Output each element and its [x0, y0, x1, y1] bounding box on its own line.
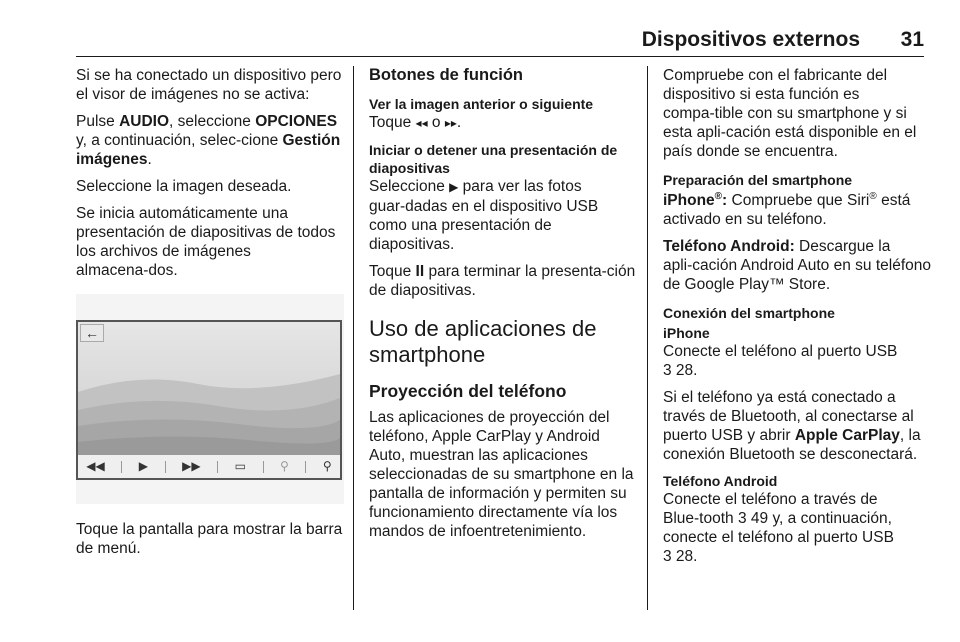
section-title-prep: Preparación del smartphone — [663, 172, 853, 188]
paragraph-select-image: Seleccione la imagen deseada. — [76, 178, 292, 195]
paragraph-slideshow: Se inicia automáticamente una presentación de diapositivas de todos los archivos de imágenes almacena‑dos. — [76, 205, 336, 279]
paragraph-iphone-prep — [663, 191, 931, 229]
play-icon[interactable]: ▶ — [138, 459, 149, 473]
page-ref-28-android: 3 28. — [663, 548, 698, 565]
text: Si el teléfono ya está conectado a través de Bluetooth, al conectarse al puerto USB y abrir — [663, 389, 914, 444]
text: para terminar la presenta‑ción de diapositivas. — [369, 263, 636, 299]
subsection-title-iphone: iPhone — [663, 325, 710, 341]
page-title: Dispositivos externos — [641, 28, 860, 51]
paragraph-check-manufacturer: Compruebe con el fabricante del dispositivo si esta función es compa‑tible con su smartphone y si esta apli‑cación está disponible en el país donde se encuentra. — [663, 67, 917, 160]
section-title-phone-projection: Proyección del teléfono — [369, 381, 567, 401]
registered-mark: ® — [714, 190, 723, 202]
separator — [121, 461, 122, 473]
image-viewer-screen — [76, 320, 342, 480]
text: . — [147, 151, 152, 168]
paragraph-android-connect: Conecte el teléfono a través de Blue‑tooth 3 49 y, a continuación, conecte el teléfono al puerto USB — [663, 491, 894, 546]
zoom-in-icon[interactable]: ⚲ — [322, 459, 332, 473]
paragraph-stop-slideshow — [369, 262, 637, 300]
text: o — [427, 114, 445, 131]
text: Descargue la apli‑cación Android Auto en su teléfono de Google Play™ Store. — [663, 238, 931, 293]
section-title-function-buttons: Botones de función — [369, 66, 523, 84]
paragraph-phone-projection: Las aplicaciones de proyección del teléfono, Apple CarPlay y Android Auto, muestran las aplicaciones seleccionadas de su smartphone en la pantalla de información y permiten su funcionamiento directamente vía los mandos de infoentretenimiento. — [369, 409, 634, 540]
text: para ver las fotos guar‑dadas en el dispositivo USB como una presentación de diapositivas. — [369, 178, 599, 253]
page-ref-28: 3 28. — [663, 362, 698, 379]
text: y, a continuación, selec‑cione — [76, 132, 283, 149]
zoom-out-icon[interactable]: ⚲ — [280, 459, 289, 473]
text: Toque — [369, 114, 416, 131]
android-label: Teléfono Android: — [663, 238, 795, 255]
chapter-title-smartphone-apps: Uso de aplicaciones de smartphone — [369, 316, 597, 367]
rewind-icon[interactable]: ◀◀ — [86, 459, 105, 473]
paragraph-instructions — [76, 112, 344, 169]
play-icon: ▶ — [449, 180, 459, 194]
arrow-left-icon[interactable]: ← — [80, 324, 104, 342]
separator — [305, 461, 306, 473]
text: Toque — [369, 263, 416, 280]
slideshow-icon[interactable]: ▭ — [234, 459, 246, 473]
fast-forward-icon[interactable]: ▶▶ — [182, 459, 201, 473]
paragraph-prev-next — [369, 113, 637, 133]
fast-forward-icon: ▸▸ — [444, 116, 457, 130]
text: , la conexión Bluetooth se desconectará. — [663, 427, 921, 463]
text: está activado en su teléfono. — [663, 192, 911, 228]
text: Pulse — [76, 113, 120, 130]
text: Seleccione — [369, 178, 450, 195]
column-divider-2 — [647, 66, 648, 610]
figure-caption: Toque la pantalla para mostrar la barra de menú. — [76, 521, 343, 557]
gestion-imagenes-label: Gestión imágenes — [76, 132, 341, 168]
page-header — [76, 28, 924, 52]
apple-carplay-label: Apple CarPlay — [794, 427, 900, 444]
subsection-title-android: Teléfono Android — [663, 473, 778, 489]
separator — [165, 461, 166, 473]
paragraph-android-prep — [663, 237, 931, 294]
subsection-title-slideshow: Iniciar o detener una presentación de diapositivas — [369, 142, 618, 176]
separator — [263, 461, 264, 473]
section-title-connection: Conexión del smartphone — [663, 305, 835, 321]
column-divider-1 — [353, 66, 354, 610]
text: . — [456, 114, 462, 131]
paragraph-no-viewer: Si se ha conectado un dispositivo pero el visor de imágenes no se activa: — [76, 67, 342, 103]
text: , seleccione — [169, 113, 256, 130]
page-number: 31 — [900, 28, 924, 51]
audio-label: AUDIO — [119, 113, 170, 130]
column-3 — [663, 66, 931, 574]
menu-bar — [78, 454, 340, 478]
column-1 — [76, 66, 344, 566]
paragraph-start-slideshow — [369, 177, 637, 254]
paragraph-bluetooth-note — [663, 388, 931, 464]
header-rule — [76, 56, 924, 57]
opciones-label: OPCIONES — [255, 113, 338, 130]
paragraph-iphone-connect: Conecte el teléfono al puerto USB — [663, 343, 898, 360]
registered-mark: ® — [869, 190, 877, 202]
colon: : — [722, 192, 728, 209]
rewind-icon: ◂◂ — [415, 116, 428, 130]
iphone-label: iPhone — [663, 192, 715, 209]
screen-figure — [76, 294, 344, 504]
column-2 — [369, 66, 637, 549]
pause-icon: II — [415, 263, 425, 280]
subsection-title-prev-next: Ver la imagen anterior o siguiente — [369, 96, 594, 112]
text: Compruebe que Siri — [727, 192, 870, 209]
separator — [217, 461, 218, 473]
